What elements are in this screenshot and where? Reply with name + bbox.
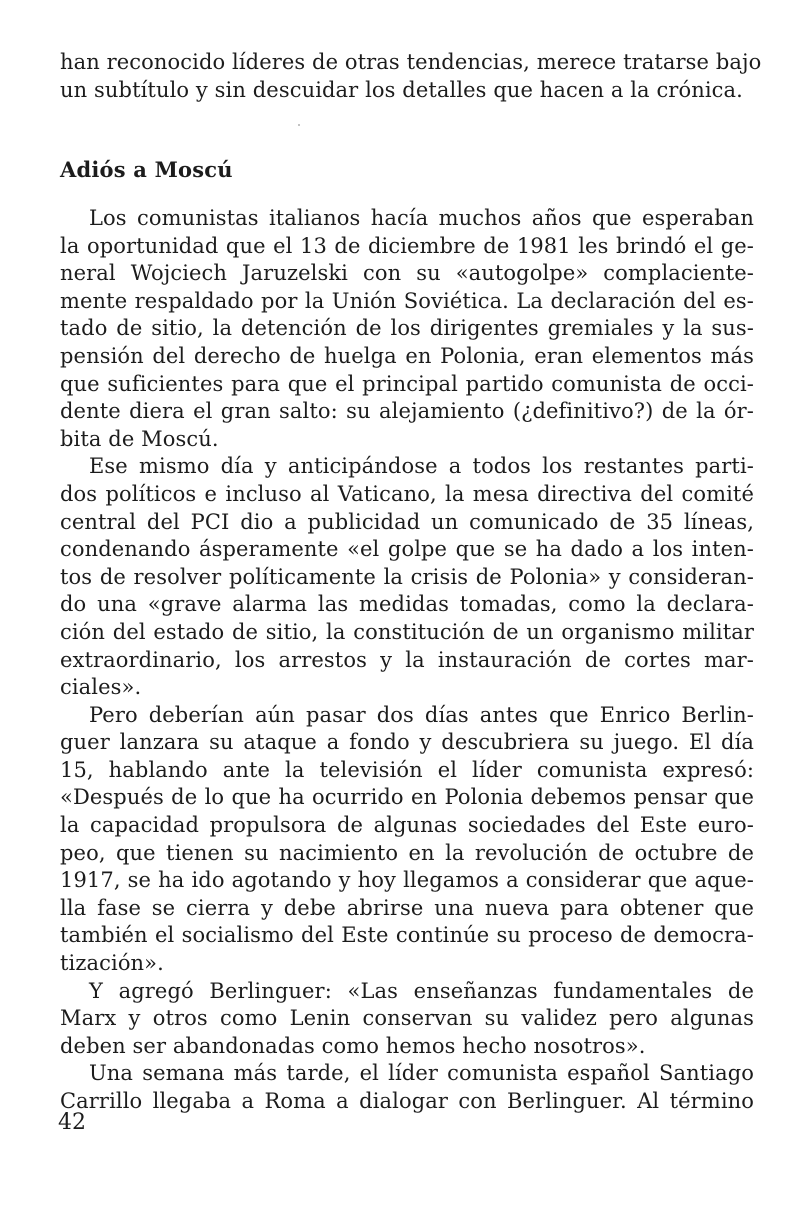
text-line: «Después de lo que ha ocurrido en Polonia debemos pensar que xyxy=(60,785,754,810)
text-line: dente diera el gran salto: su alejamiento (¿definitivo?) de la ór- xyxy=(60,399,754,424)
text-line: neral Wojciech Jaruzelski con su «autogolpe» complaciente- xyxy=(60,261,754,286)
text-line: guer lanzara su ataque a fondo y descubriera su juego. El día xyxy=(60,730,754,755)
text-line: dos políticos e incluso al Vaticano, la mesa directiva del comité xyxy=(60,481,754,506)
text-line: deben ser abandonadas como hemos hecho nosotros». xyxy=(60,1033,646,1058)
text-line: 1917, se ha ido agotando y hoy llegamos a considerar que aque- xyxy=(60,868,754,893)
body-text xyxy=(60,205,754,1116)
text-line: condenando ásperamente «el golpe que se ha dado a los inten- xyxy=(60,537,754,562)
text-line: peo, que tienen su nacimiento en la revolución de octubre de xyxy=(60,840,754,865)
print-speck xyxy=(298,124,300,126)
text-line: ción del estado de sitio, la constitución de un organismo militar xyxy=(60,619,754,644)
section-heading: Adiós a Moscú xyxy=(60,157,233,182)
text-line: central del PCI dio a publicidad un comunicado de 35 líneas, xyxy=(60,509,754,534)
text-line: mente respaldado por la Unión Soviética. La declaración del es- xyxy=(60,288,754,313)
text-line: do una «grave alarma las medidas tomadas, como la declara- xyxy=(60,592,754,617)
text-line: que suficientes para que el principal partido comunista de occi- xyxy=(60,371,754,396)
text-line: pensión del derecho de huelga en Polonia, eran elementos más xyxy=(60,343,754,368)
text-line: Pero deberían aún pasar dos días antes que Enrico Berlin- xyxy=(89,702,754,727)
text-line: también el socialismo del Este continúe su proceso de democra- xyxy=(60,923,754,948)
text-line: Marx y otros como Lenin conservan su validez pero algunas xyxy=(60,1006,754,1031)
text-line: Y agregó Berlinguer: «Las enseñanzas fundamentales de xyxy=(89,978,754,1003)
text-line: lla fase se cierra y debe abrirse una nueva para obtener que xyxy=(60,895,754,920)
text-line: tización». xyxy=(60,951,164,976)
text-line: extraordinario, los arrestos y la instauración de cortes mar- xyxy=(60,647,754,672)
text-line: tado de sitio, la detención de los dirigentes gremiales y la sus- xyxy=(60,316,754,341)
text-line: ciales». xyxy=(60,675,142,700)
text-line: han reconocido líderes de otras tendencias, merece tratarse bajo xyxy=(60,50,762,74)
text-line: un subtítulo y sin descuidar los detalles que hacen a la crónica. xyxy=(60,77,743,102)
text-line: la capacidad propulsora de algunas sociedades del Este euro- xyxy=(60,813,754,838)
text-line: tos de resolver políticamente la crisis de Polonia» y consideran- xyxy=(60,564,754,589)
text-line: 15, hablando ante la televisión el líder comunista expresó: xyxy=(60,757,754,782)
text-line: bita de Moscú. xyxy=(60,426,219,451)
opening-paragraph xyxy=(60,49,762,104)
text-line: Carrillo llegaba a Roma a dialogar con Berlinguer. Al término xyxy=(60,1089,754,1113)
text-line: Los comunistas italianos hacía muchos años que esperaban xyxy=(89,206,754,230)
text-line: la oportunidad que el 13 de diciembre de 1981 les brindó el ge- xyxy=(60,233,754,258)
text-line: Ese mismo día y anticipándose a todos los restantes parti- xyxy=(89,454,754,479)
page-number: 42 xyxy=(58,1110,86,1135)
text-line: Una semana más tarde, el líder comunista español Santiago xyxy=(89,1061,754,1086)
